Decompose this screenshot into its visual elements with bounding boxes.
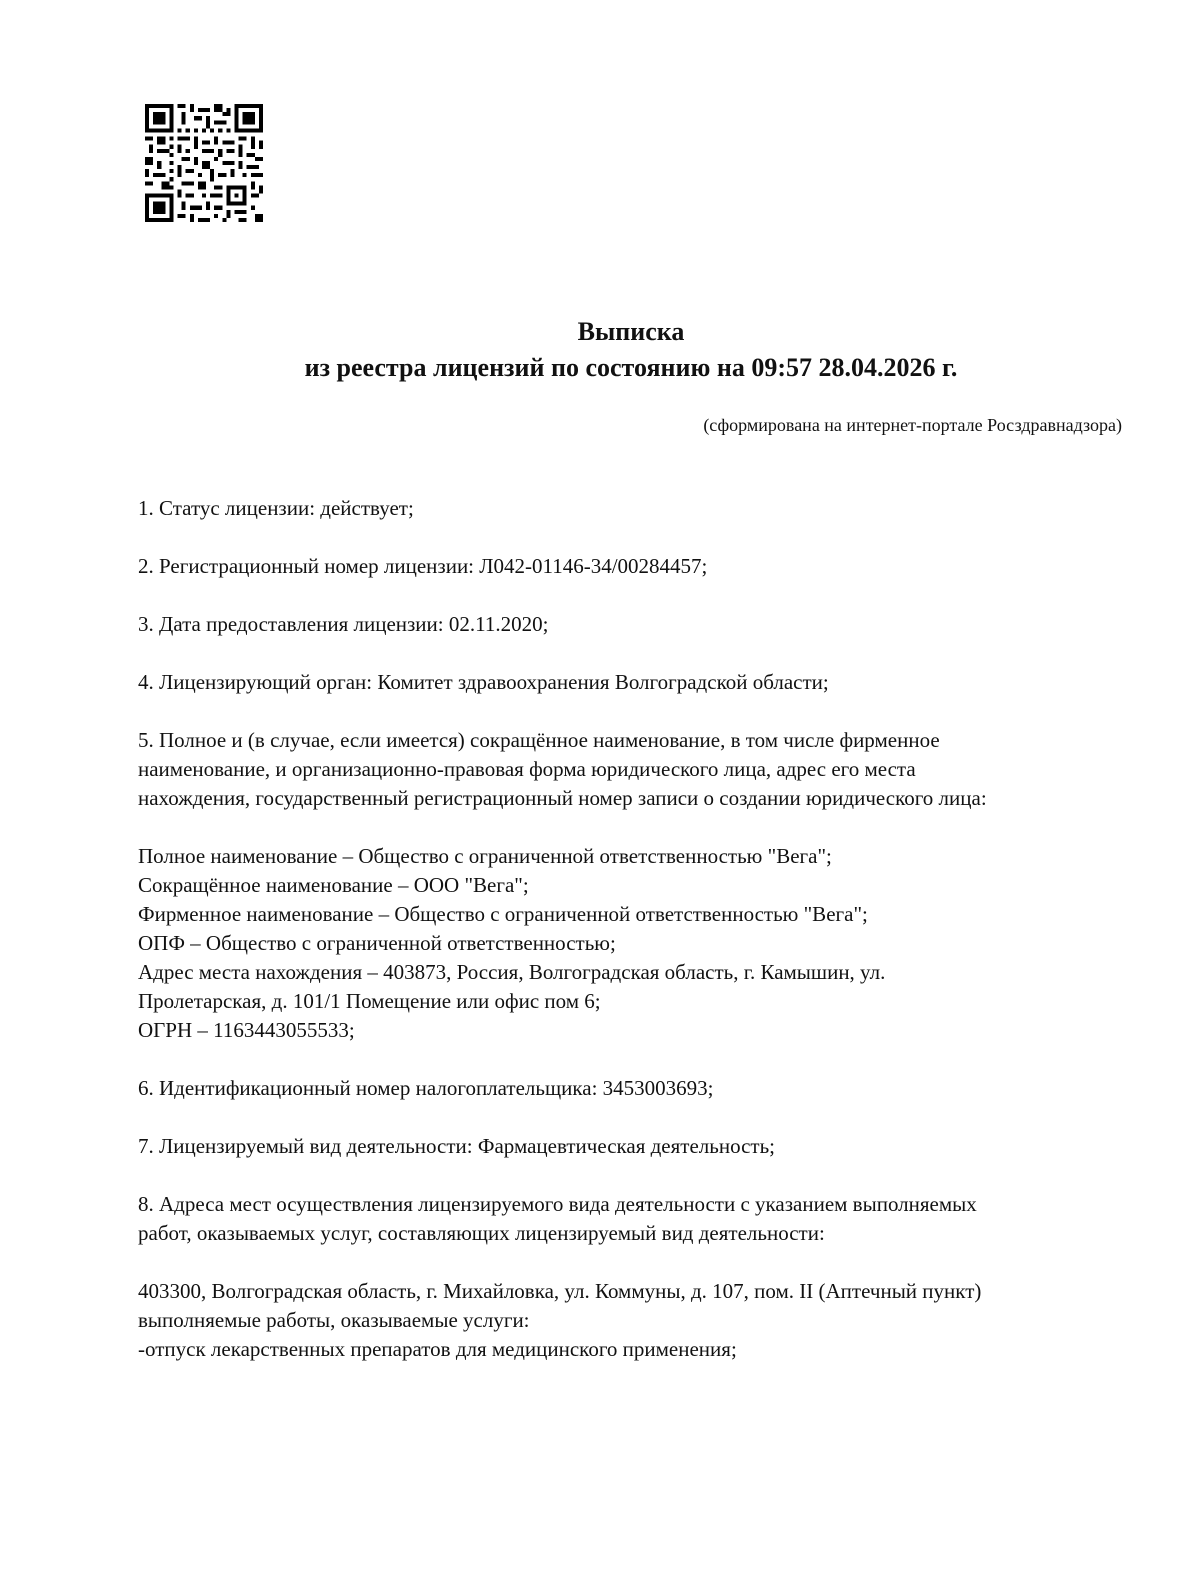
page-subtitle: из реестра лицензий по состоянию на 09:57 28.04.2026 г. [304, 353, 958, 382]
item-entity-heading [138, 726, 1138, 813]
item-entity-heading-line: 5. Полное и (в случае, если имеется) сокращённое наименование, в том числе фирменное [138, 728, 940, 752]
entity-full-name: Полное наименование – Общество с ограниченной ответственностью "Вега"; [138, 844, 832, 868]
activity-address: 403300, Волгоградская область, г. Михайловка, ул. Коммуны, д. 107, пом. II (Аптечный пункт) [138, 1279, 982, 1303]
activity-address-block [138, 1277, 1138, 1364]
item-entity-heading-line: наименование, и организационно-правовая форма юридического лица, адрес его места [138, 757, 916, 781]
item-activity-addresses-heading [138, 1190, 1138, 1248]
entity-address-cont: Пролетарская, д. 101/1 Помещение или офис пом 6; [138, 989, 601, 1013]
item-license-status: 1. Статус лицензии: действует; [138, 496, 414, 520]
item-activity-type: 7. Лицензируемый вид деятельности: Фармацевтическая деятельность; [138, 1134, 776, 1158]
item-inn: 6. Идентификационный номер налогоплательщика: 3453003693; [138, 1076, 714, 1100]
source-note: (сформирована на интернет-портале Росздравнадзора) [703, 415, 1122, 435]
activity-works-label: выполняемые работы, оказываемые услуги: [138, 1308, 530, 1332]
entity-details [138, 842, 1138, 1045]
activity-work-item: -отпуск лекарственных препаратов для медицинского применения; [138, 1337, 737, 1361]
entity-legal-form: ОПФ – Общество с ограниченной ответственностью; [138, 931, 616, 955]
item-activity-addresses-line: 8. Адреса мест осуществления лицензируемого вида деятельности с указанием выполняемых [138, 1192, 977, 1216]
item-activity-addresses-line: работ, оказываемых услуг, составляющих лицензируемый вид деятельности: [138, 1221, 825, 1245]
item-entity-heading-line: нахождения, государственный регистрационный номер записи о создании юридического лица: [138, 786, 987, 810]
entity-ogrn: ОГРН – 1163443055533; [138, 1018, 355, 1042]
item-registration-number: 2. Регистрационный номер лицензии: Л042-01146-34/00284457; [138, 554, 708, 578]
entity-brand-name: Фирменное наименование – Общество с ограниченной ответственностью "Вега"; [138, 902, 868, 926]
qr-code-icon [145, 104, 263, 222]
item-licensing-authority: 4. Лицензирующий орган: Комитет здравоохранения Волгоградской области; [138, 670, 829, 694]
entity-address: Адрес места нахождения – 403873, Россия, Волгоградская область, г. Камышин, ул. [138, 960, 886, 984]
page-title: Выписка [577, 317, 685, 346]
entity-short-name: Сокращённое наименование – ООО "Вега"; [138, 873, 529, 897]
document-body [138, 494, 1138, 1364]
item-grant-date: 3. Дата предоставления лицензии: 02.11.2020; [138, 612, 549, 636]
